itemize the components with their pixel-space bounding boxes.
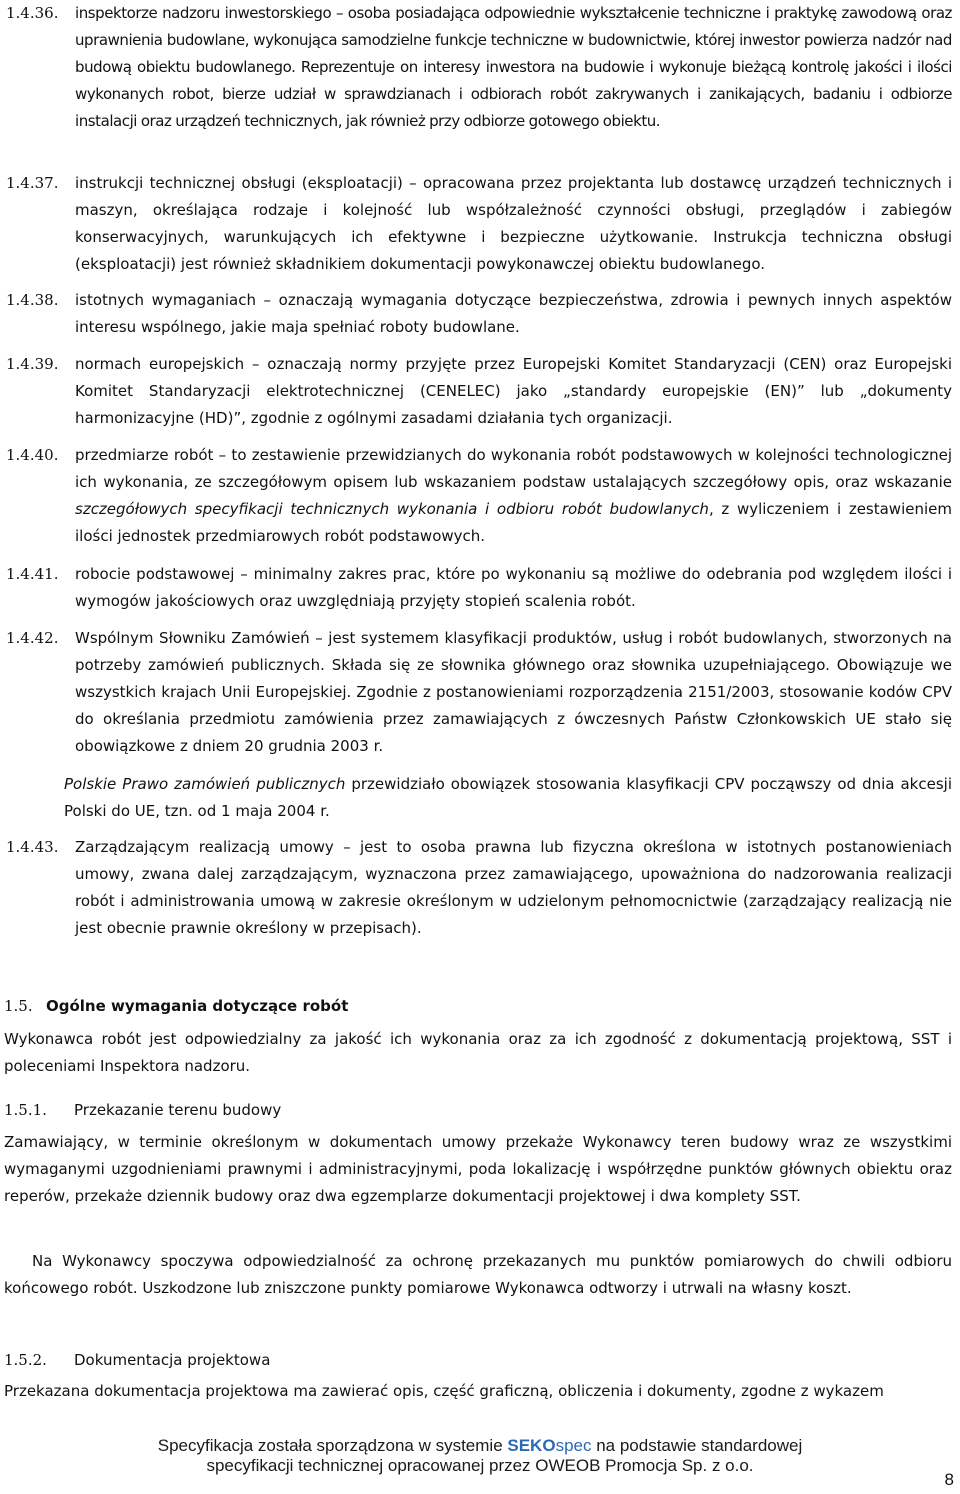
definition-1-4-41 bbox=[0, 561, 952, 615]
definition-text: istotnych wymaganiach – oznaczają wymagania dotyczące bezpieczeństwa, zdrowia i pewnych innych aspektów interesu wspólnego, jakie maja spełniać roboty budowlane. bbox=[75, 291, 952, 336]
definition-number: 1.4.37. bbox=[6, 174, 59, 192]
sekospec-logo-spec: spec bbox=[555, 1436, 592, 1455]
section-title: Dokumentacja projektowa bbox=[74, 1351, 271, 1369]
footer-text: na podstawie standardowej bbox=[591, 1436, 803, 1455]
section-number: 1.5.2. bbox=[4, 1351, 47, 1369]
section-number: 1.5. bbox=[4, 997, 33, 1015]
law-title-italic: Polskie Prawo zamówień publicznych bbox=[64, 775, 346, 793]
definition-text-part: przedmiarze robót – to zestawienie przewidzianych do wykonania robót podstawowych w kolejności technologicznej ich wykonania, ze szczegółowym opisem lub wskazaniem podstaw ustalających szczegółowy opis, oraz wskazanie bbox=[75, 446, 952, 491]
footer-line-1 bbox=[0, 1436, 960, 1456]
section-heading-1-5-1 bbox=[4, 1097, 952, 1124]
footer-text: Specyfikacja została sporządzona w systemie bbox=[157, 1436, 508, 1455]
definition-number: 1.4.38. bbox=[6, 291, 59, 309]
sst-italic-phrase: szczegółowych specyfikacji technicznych wykonania i odbioru robót budowlanych bbox=[75, 500, 709, 518]
definition-text bbox=[75, 442, 952, 550]
definition-text: instrukcji technicznej obsługi (eksploatacji) – opracowana przez projektanta lub dostawcę urządzeń technicznych i maszyn, określająca rodzaje i kolejność lub współzależność czynności obsługi, przeglądów i zabiegów konserwacyjnych, warunkujących ich efektywne i bezpieczne użytkowanie. Instrukcja techniczna obsługi (eksploatacji) jest również składnikiem dokumentacji powykonawczej obiektu budowlanego. bbox=[75, 174, 952, 273]
cpv-note-paragraph bbox=[64, 771, 952, 825]
definition-1-4-40 bbox=[0, 442, 952, 550]
definition-text: robocie podstawowej – minimalny zakres prac, które po wykonaniu są możliwe do odebrania pod względem ilości i wymogów jakościowych oraz uwzględniają przyjęty stopień scalenia robót. bbox=[75, 565, 952, 610]
page-footer bbox=[0, 1436, 960, 1476]
cpv-note-text: przewidziało obowiązek stosowania klasyfikacji CPV począwszy od dnia akcesji Polski do UE, tzn. od 1 maja 2004 r. bbox=[64, 775, 952, 820]
definition-1-4-42 bbox=[0, 625, 952, 760]
definition-number: 1.4.42. bbox=[6, 629, 59, 647]
section-1-5-1-body-2: Na Wykonawcy spoczywa odpowiedzialność za ochronę przekazanych mu punktów pomiarowych do chwili odbioru końcowego robót. Uszkodzone lub zniszczone punkty pomiarowe Wykonawca odtworzy i utrwali na własny koszt. bbox=[4, 1252, 952, 1297]
definition-text: normach europejskich – oznaczają normy przyjęte przez Europejski Komitet Standaryzacji (CEN) oraz Europejski Komitet Standaryzacji elektrotechnicznej (CENELEC) jako „standardy europejskie (EN)” lub „dokumenty harmonizacyjne (HD)”, zgodnie z ogólnymi zasadami działania tych organizacji. bbox=[75, 355, 952, 427]
section-1-5-1-body: Zamawiający, w terminie określonym w dokumentach umowy przekaże Wykonawcy teren budowy wraz ze wszystkimi wymaganymi uzgodnieniami prawnymi i administracyjnymi, poda lokalizację i współrzędne punktów głównych obiektu oraz reperów, przekaże dziennik budowy oraz dwa egzemplarze dokumentacji projektowej i dwa komplety SST. bbox=[4, 1133, 952, 1205]
definition-1-4-37 bbox=[0, 170, 952, 278]
definition-number: 1.4.41. bbox=[6, 565, 59, 583]
definition-number: 1.4.39. bbox=[6, 355, 59, 373]
definition-text-part: , z wyliczeniem i zestawieniem ilości jednostek przedmiarowych robót podstawowych. bbox=[75, 500, 952, 545]
footer-line-2: specyfikacji technicznej opracowanej przez OWEOB Promocja Sp. z o.o. bbox=[206, 1456, 754, 1475]
definition-1-4-36 bbox=[0, 0, 952, 135]
definition-text: inspektorze nadzoru inwestorskiego – osoba posiadająca odpowiednie wykształcenie techniczne i praktykę zawodową oraz uprawnienia budowlane, wykonująca samodzielne funkcje techniczne w budownictwie, której inwestor powierza nadzór nad budową obiektu budowlanego. Reprezentuje on interesy inwestora na budowie i wykonuje bieżącą kontrolę jakości i ilości wykonanych robot, bierze udział w sprawdzianach i odbiorach robót zakrywanych i zanikających, badaniu i odbiorze instalacji oraz urządzeń technicznych, jak również przy odbiorze gotowego obiektu. bbox=[75, 4, 952, 130]
definition-text: Wspólnym Słowniku Zamówień – jest systemem klasyfikacji produktów, usług i robót budowlanych, stworzonych na potrzeby zamówień publicznych. Składa się ze słownika głównego oraz słownika uzupełniającego. Obowiązuje we wszystkich krajach Unii Europejskiej. Zgodnie z postanowieniami rozporządzenia 2151/2003, stosowanie kodów CPV do określania przedmiotu zamówienia przez zamawiających z ówczesnych Państw Członkowskich UE stało się obowiązkowe z dniem 20 grudnia 2003 r. bbox=[75, 629, 952, 755]
definition-1-4-38 bbox=[0, 287, 952, 341]
section-number: 1.5.1. bbox=[4, 1101, 47, 1119]
section-1-5-body: Wykonawca robót jest odpowiedzialny za jakość ich wykonania oraz za ich zgodność z dokumentacją projektową, SST i poleceniami Inspektora nadzoru. bbox=[4, 1030, 952, 1075]
section-title: Przekazanie terenu budowy bbox=[74, 1101, 282, 1119]
definition-1-4-39 bbox=[0, 351, 952, 432]
definition-1-4-43 bbox=[0, 834, 952, 942]
section-heading-1-5-2 bbox=[4, 1347, 952, 1374]
section-1-5-2-body: Przekazana dokumentacja projektowa ma zawierać opis, część graficzną, obliczenia i dokumenty, zgodne z wykazem bbox=[4, 1382, 884, 1400]
section-heading-1-5 bbox=[4, 993, 952, 1020]
definition-number: 1.4.36. bbox=[6, 4, 59, 22]
page-number: 8 bbox=[944, 1470, 954, 1489]
sekospec-logo-seko: SEKO bbox=[507, 1436, 556, 1455]
section-title: Ogólne wymagania dotyczące robót bbox=[46, 997, 349, 1015]
definition-number: 1.4.43. bbox=[6, 838, 59, 856]
definition-number: 1.4.40. bbox=[6, 446, 59, 464]
definition-text: Zarządzającym realizacją umowy – jest to osoba prawna lub fizyczna określona w istotnych postanowieniach umowy, zwana dalej zarządzającym, wyznaczona przez zamawiającego, upoważniona do nadzorowania realizacji robót i administrowania umową w zakresie określonym w udzielonym pełnomocnictwie (zarządzający realizacją nie jest obecnie prawnie określony w przepisach). bbox=[75, 838, 952, 937]
